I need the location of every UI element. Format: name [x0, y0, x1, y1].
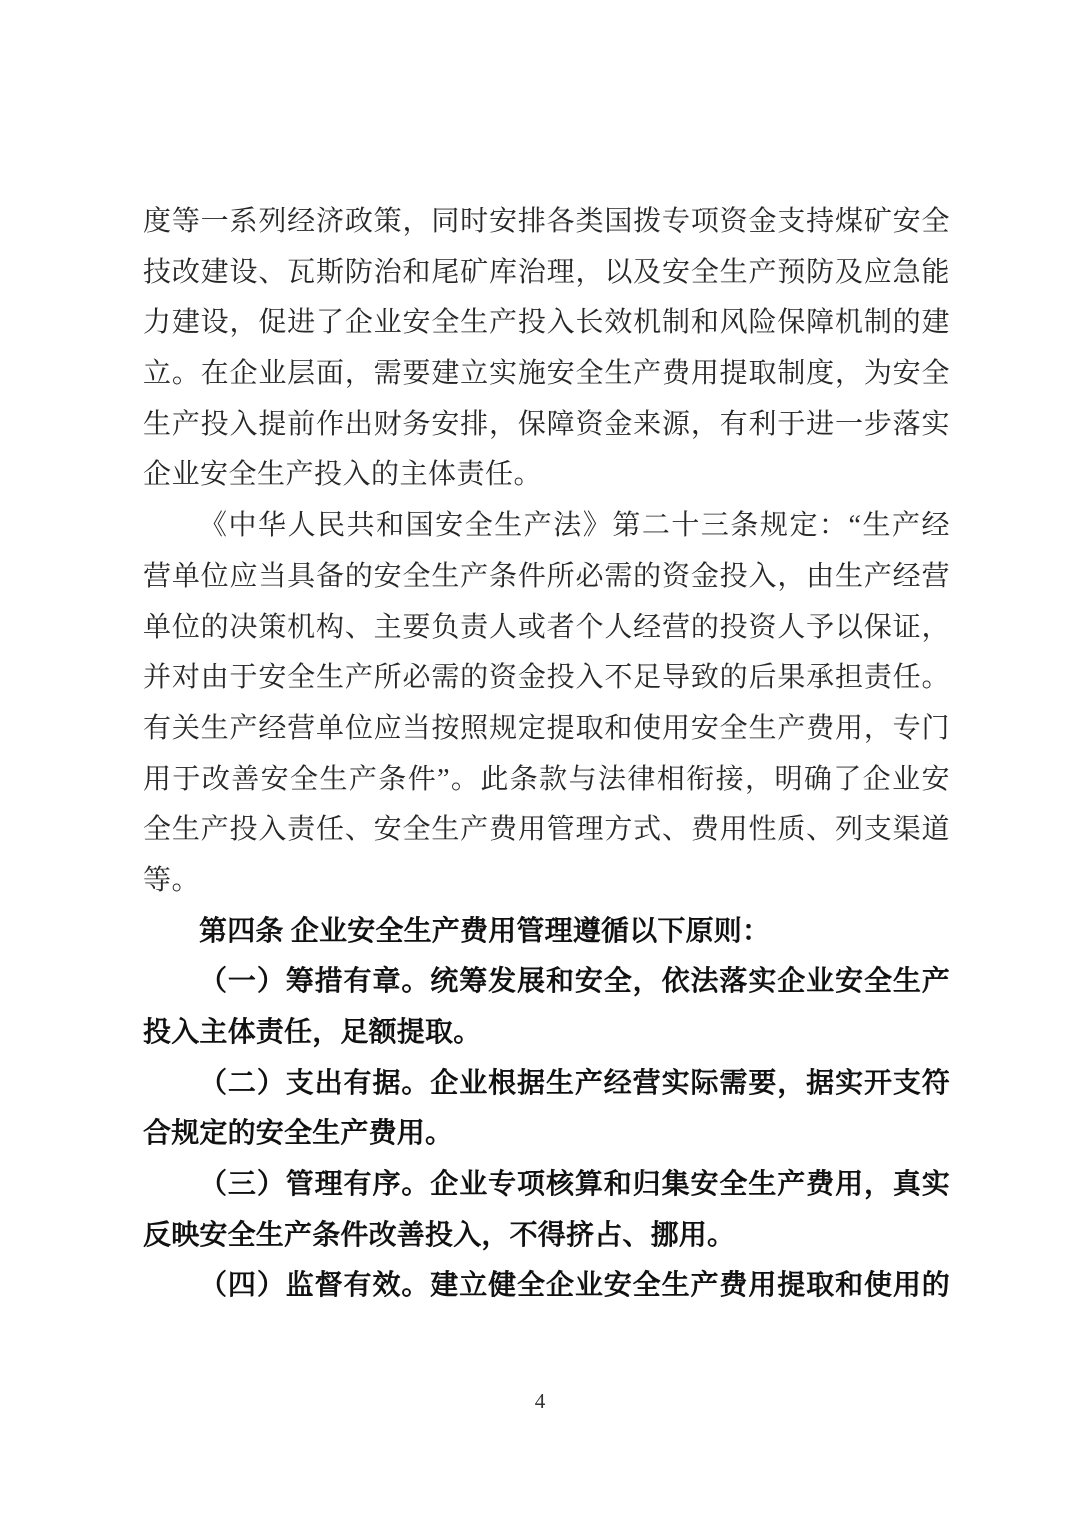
text-line: 并对由于安全生产所必需的资金投入不足导致的后果承担责任。	[143, 662, 950, 694]
page-number: 4	[534, 1389, 546, 1413]
text-line: 有关生产经营单位应当按照规定提取和使用安全生产费用，专门	[143, 712, 950, 744]
text-line: 投入主体责任，足额提取。	[143, 1017, 482, 1048]
text-line: （二）支出有据。企业根据生产经营实际需要，据实开支符	[199, 1067, 950, 1099]
text-line: 用于改善安全生产条件”。此条款与法律相衔接，明确了企业安	[143, 763, 950, 795]
text-line: 合规定的安全生产费用。	[143, 1118, 454, 1150]
page-footer	[0, 1388, 1080, 1414]
text-line: 《中华人民共和国安全生产法》第二十三条规定：“生产经	[199, 510, 950, 542]
text-line: 技改建设、瓦斯防治和尾矿库治理，以及安全生产预防及应急能	[143, 256, 950, 288]
text-line: 度等一系列经济政策，同时安排各类国拨专项资金支持煤矿安全	[143, 206, 950, 237]
text-line: 反映安全生产条件改善投入，不得挤占、挪用。	[143, 1219, 736, 1251]
text-line: 营单位应当具备的安全生产条件所必需的资金投入，由生产经营	[143, 560, 950, 592]
text-line: 全生产投入责任、安全生产费用管理方式、费用性质、列支渠道	[143, 814, 950, 846]
text-line: （四）监督有效。建立健全企业安全生产费用提取和使用的	[199, 1270, 950, 1302]
document-body	[143, 197, 950, 1312]
text-line: （三）管理有序。企业专项核算和归集安全生产费用，真实	[199, 1169, 950, 1201]
text-line: 生产投入提前作出财务安排，保障资金来源，有利于进一步落实	[143, 408, 950, 440]
text-line: （一）筹措有章。统筹发展和安全，依法落实企业安全生产	[199, 966, 950, 998]
text-line: 单位的决策机构、主要负责人或者个人经营的投资人予以保证，	[143, 611, 950, 643]
text-line: 力建设，促进了企业安全生产投入长效机制和风险保障机制的建	[143, 307, 950, 339]
text-line: 企业安全生产投入的主体责任。	[143, 459, 543, 491]
text-line: 立。在企业层面，需要建立实施安全生产费用提取制度，为安全	[143, 358, 950, 390]
text-line: 等。	[143, 864, 201, 896]
text-line: 第四条 企业安全生产费用管理遵循以下原则：	[199, 915, 771, 947]
